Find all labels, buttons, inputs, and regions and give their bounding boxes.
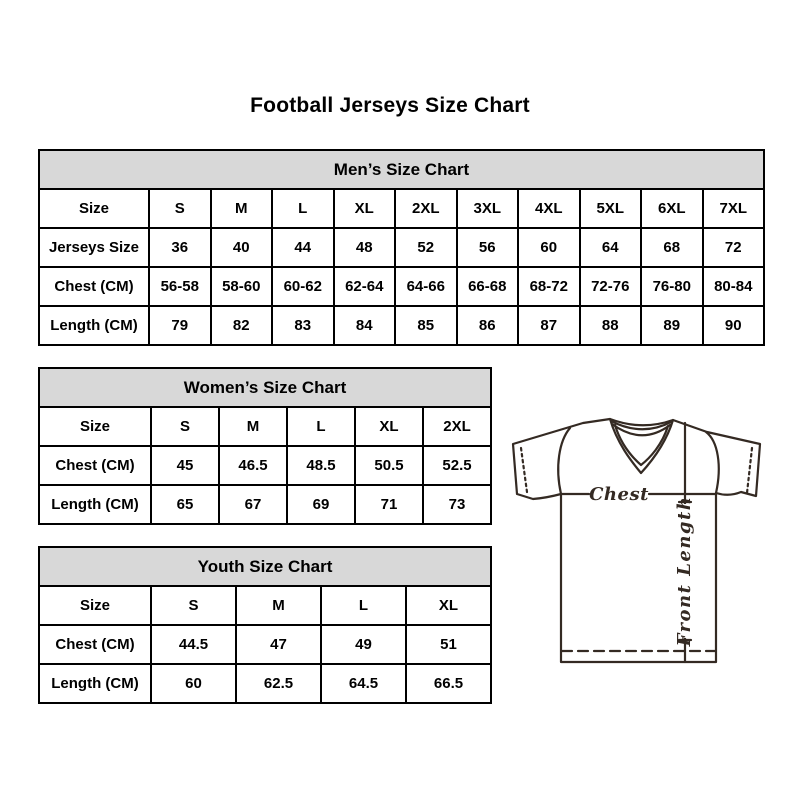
size-value: 44.5 xyxy=(151,625,236,664)
size-value: 67 xyxy=(219,485,287,524)
right-cuff-stitch-line xyxy=(747,448,752,493)
size-column-header: 2XL xyxy=(395,189,457,228)
size-value: 68-72 xyxy=(518,267,580,306)
size-column-header: XL xyxy=(406,586,491,625)
size-data-row xyxy=(39,625,491,664)
size-value: 90 xyxy=(703,306,765,345)
size-value: 73 xyxy=(423,485,491,524)
womens-chart-title: Women’s Size Chart xyxy=(38,367,492,408)
size-value: 56 xyxy=(457,228,519,267)
size-column-header: S xyxy=(149,189,211,228)
row-label: Chest (CM) xyxy=(39,625,151,664)
size-column-header: XL xyxy=(355,407,423,446)
size-data-row xyxy=(39,306,764,345)
row-label: Length (CM) xyxy=(39,485,151,524)
size-value: 58-60 xyxy=(211,267,273,306)
size-column-header: M xyxy=(211,189,273,228)
size-value: 45 xyxy=(151,446,219,485)
size-value: 48.5 xyxy=(287,446,355,485)
size-column-header: L xyxy=(321,586,406,625)
size-column-header: S xyxy=(151,407,219,446)
size-column-header: Size xyxy=(39,407,151,446)
size-column-header: L xyxy=(272,189,334,228)
size-value: 64.5 xyxy=(321,664,406,703)
size-header-row xyxy=(39,407,491,446)
mens-size-table xyxy=(38,188,765,346)
womens-size-chart-section xyxy=(38,367,492,525)
left-armhole-seam xyxy=(558,428,570,494)
youth-size-table xyxy=(38,585,492,704)
size-value: 47 xyxy=(236,625,321,664)
right-armhole-seam xyxy=(706,432,719,493)
size-column-header: 6XL xyxy=(641,189,703,228)
size-column-header: S xyxy=(151,586,236,625)
size-value: 36 xyxy=(149,228,211,267)
size-value: 51 xyxy=(406,625,491,664)
mens-size-chart-section xyxy=(38,149,765,346)
size-value: 60 xyxy=(151,664,236,703)
size-value: 64 xyxy=(580,228,642,267)
size-column-header: L xyxy=(287,407,355,446)
size-value: 56-58 xyxy=(149,267,211,306)
row-label: Jerseys Size xyxy=(39,228,149,267)
womens-size-table xyxy=(38,406,492,525)
size-column-header: 2XL xyxy=(423,407,491,446)
page-title: Football Jerseys Size Chart xyxy=(250,94,530,117)
size-value: 62-64 xyxy=(334,267,396,306)
size-value: 66.5 xyxy=(406,664,491,703)
size-column-header: M xyxy=(236,586,321,625)
size-value: 79 xyxy=(149,306,211,345)
size-value: 48 xyxy=(334,228,396,267)
size-value: 72-76 xyxy=(580,267,642,306)
size-value: 80-84 xyxy=(703,267,765,306)
size-value: 64-66 xyxy=(395,267,457,306)
row-label: Chest (CM) xyxy=(39,446,151,485)
size-column-header: Size xyxy=(39,189,149,228)
youth-chart-title: Youth Size Chart xyxy=(38,546,492,587)
front-length-label: Front Length xyxy=(674,495,695,647)
size-value: 49 xyxy=(321,625,406,664)
size-header-row xyxy=(39,586,491,625)
size-value: 85 xyxy=(395,306,457,345)
size-value: 40 xyxy=(211,228,273,267)
size-column-header: 5XL xyxy=(580,189,642,228)
jersey-measurement-diagram xyxy=(500,403,790,693)
left-cuff-stitch-line xyxy=(521,448,527,492)
size-column-header: 3XL xyxy=(457,189,519,228)
size-value: 84 xyxy=(334,306,396,345)
size-value: 88 xyxy=(580,306,642,345)
size-value: 66-68 xyxy=(457,267,519,306)
size-value: 89 xyxy=(641,306,703,345)
size-value: 76-80 xyxy=(641,267,703,306)
size-column-header: M xyxy=(219,407,287,446)
mens-chart-title: Men’s Size Chart xyxy=(38,149,765,190)
size-column-header: 7XL xyxy=(703,189,765,228)
size-value: 83 xyxy=(272,306,334,345)
size-value: 69 xyxy=(287,485,355,524)
size-value: 60 xyxy=(518,228,580,267)
size-value: 50.5 xyxy=(355,446,423,485)
size-value: 46.5 xyxy=(219,446,287,485)
row-label: Length (CM) xyxy=(39,306,149,345)
size-value: 72 xyxy=(703,228,765,267)
size-data-row xyxy=(39,267,764,306)
size-value: 44 xyxy=(272,228,334,267)
size-value: 52.5 xyxy=(423,446,491,485)
size-value: 62.5 xyxy=(236,664,321,703)
jersey-outline xyxy=(513,419,760,662)
size-value: 52 xyxy=(395,228,457,267)
chest-label: Chest xyxy=(589,484,649,505)
size-column-header: Size xyxy=(39,586,151,625)
size-data-row xyxy=(39,485,491,524)
size-value: 65 xyxy=(151,485,219,524)
row-label: Length (CM) xyxy=(39,664,151,703)
size-value: 86 xyxy=(457,306,519,345)
size-value: 82 xyxy=(211,306,273,345)
size-data-row xyxy=(39,446,491,485)
youth-size-chart-section xyxy=(38,546,492,704)
size-value: 68 xyxy=(641,228,703,267)
size-column-header: XL xyxy=(334,189,396,228)
size-data-row xyxy=(39,228,764,267)
size-value: 87 xyxy=(518,306,580,345)
size-header-row xyxy=(39,189,764,228)
size-column-header: 4XL xyxy=(518,189,580,228)
size-value: 71 xyxy=(355,485,423,524)
size-value: 60-62 xyxy=(272,267,334,306)
size-data-row xyxy=(39,664,491,703)
row-label: Chest (CM) xyxy=(39,267,149,306)
